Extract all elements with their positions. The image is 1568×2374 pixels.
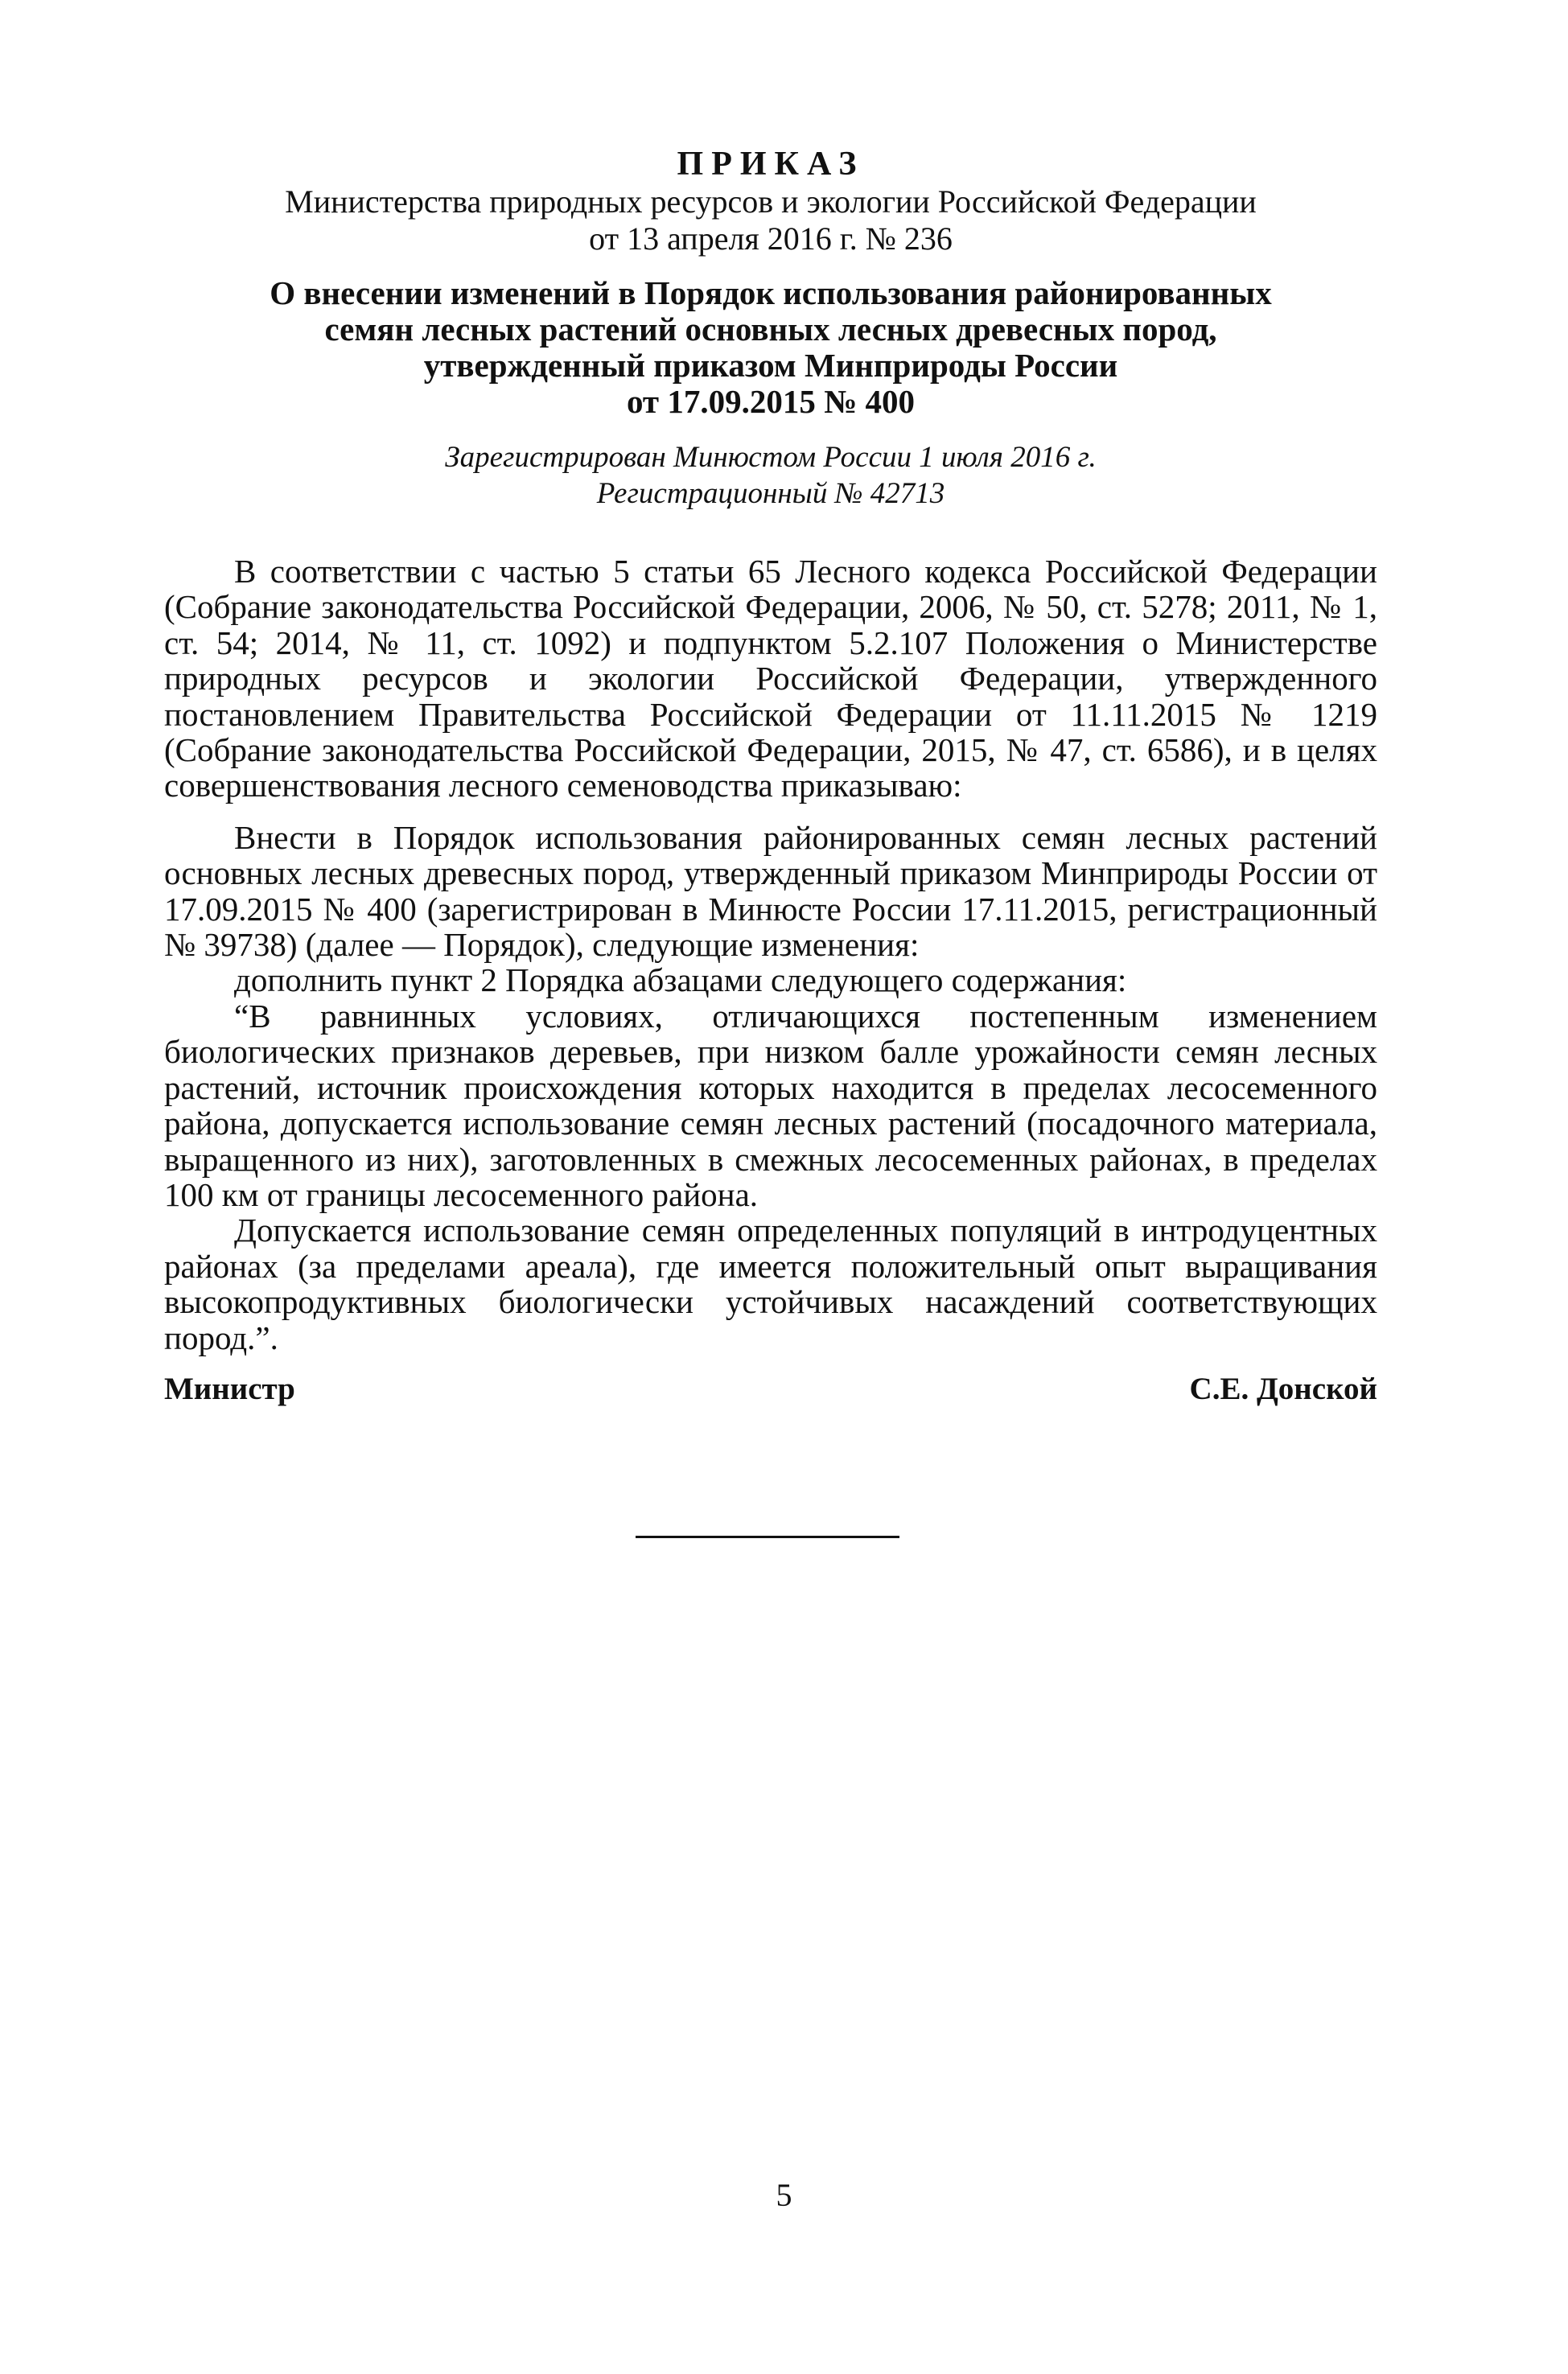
ministry-name: Министерства природных ресурсов и экологии Российской Федерации [285,183,1257,220]
paragraph-quote-1: “В равнинных условиях, отличающихся постепенным изменением биологических признаков деревьев, при низком балле урожайности семян лесных растений, источник происхождения которых находится в пределах лесосеменного района, допускается использование семян лесных растений (посадочного материала, выращенного из них), заготовленных в смежных лесосеменных районах, в пределах 100 км от границы лесосеменного района. [164,997,1377,1213]
signature-block [164,1372,1377,1407]
registration-note [164,439,1377,512]
heading-line-1: О внесении изменений в Порядок использования районированных [270,274,1272,311]
registration-line-1: Зарегистрирован Минюстом России 1 июля 2016 г. [445,441,1097,474]
document-header [164,145,1377,257]
document-body [164,553,1377,1356]
heading-line-4: от 17.09.2015 № 400 [626,383,916,420]
signatory-position: Министр [164,1371,295,1406]
document-page [164,145,1377,1407]
page-number: 5 [776,2177,792,2213]
paragraph-preamble: В соответствии с частью 5 статьи 65 Лесного кодекса Российской Федерации (Собрание законодательства Российской Федерации, 2006, № 50, ст. 5278; 2011, № 1, ст. 54; 2014, № 11, ст. 1092) и подпунктом 5.2.107 Положения о Министерстве природных ресурсов и экологии Российской Федерации, утвержденного постановлением Правительства Российской Федерации от 11.11.2015 № 1219 (Собрание законодательства Российской Федерации, 2015, № 47, ст. 6586), и в целях совершенствования лесного семеноводства приказываю: [164,553,1377,804]
order-title: ПРИКАЗ [677,146,865,183]
order-date-number: от 13 апреля 2016 г. № 236 [589,220,953,257]
signatory-name: С.Е. Донской [1189,1371,1377,1406]
paragraph-instruction: дополнить пункт 2 Порядка абзацами следующего содержания: [234,961,1127,999]
paragraph-quote-2: Допускается использование семян определенных популяций в интродуцентных районах (за пределами ареала), где имеется положительный опыт выращивания высокопродуктивных биологически устойчивых насаждений соответствующих пород.”. [164,1212,1377,1356]
heading-line-2: семян лесных растений основных лесных древесных пород, [324,311,1217,348]
separator-line [636,1536,899,1538]
document-heading [164,275,1377,420]
paragraph-amendment: Внести в Порядок использования районированных семян лесных растений основных лесных древесных пород, утвержденный приказом Минприроды России от 17.09.2015 № 400 (зарегистрирован в Минюсте России 17.11.2015, регистрационный № 39738) (далее — Порядок), следующие изменения: [164,818,1377,964]
heading-line-3: утвержденный приказом Минприроды России [423,347,1118,384]
registration-line-2: Регистрационный № 42713 [596,477,945,510]
